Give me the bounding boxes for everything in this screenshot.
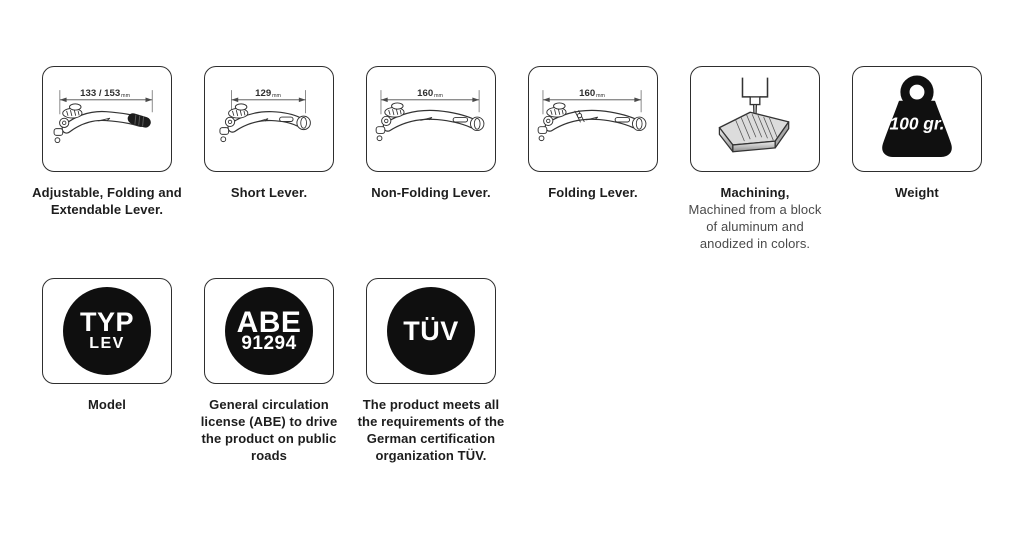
milling-machine-icon — [691, 68, 819, 170]
machining-caption-body: Machined from a block of aluminum and anodized in colors. — [688, 202, 822, 251]
model-card-frame — [42, 278, 172, 384]
feature-caption: Weight — [895, 185, 939, 200]
lever-non-folding-icon — [367, 68, 495, 170]
kettlebell-weight-icon — [853, 68, 981, 170]
dimension-unit: mm — [121, 92, 131, 99]
feature-caption: Adjustable, Folding and Extendable Lever. — [32, 185, 182, 217]
badge-line1: TYP — [79, 307, 134, 337]
lever-folding-icon — [529, 68, 657, 170]
feature-caption: Short Lever. — [230, 185, 308, 200]
folding-lever-card-frame — [528, 66, 658, 172]
badge-line1: TÜV — [403, 315, 459, 346]
svg-text:129mm — [255, 88, 281, 99]
feature-card-non-folding-lever — [350, 66, 512, 252]
adjustable-lever-card-frame — [42, 66, 172, 172]
feature-card-adjustable-lever — [26, 66, 188, 252]
badge-line2: LEV — [89, 335, 125, 352]
weight-badge-text: 100 gr. — [889, 113, 945, 134]
weight-card-frame — [852, 66, 982, 172]
features-row — [26, 66, 998, 252]
machining-caption-title: Machining, — [720, 185, 790, 200]
certifications-row — [26, 278, 512, 464]
abe-badge-icon — [225, 287, 313, 375]
abe-card-frame — [204, 278, 334, 384]
cert-caption: General circulation license (ABE) to drive the product on public roads — [200, 397, 338, 463]
lever-adjustable-extendable-icon — [43, 68, 171, 170]
tuv-badge-icon — [387, 287, 475, 375]
dimension-unit: mm — [434, 92, 443, 99]
svg-text:160mm — [417, 88, 443, 99]
cert-caption: Model — [87, 397, 127, 412]
cert-card-abe — [188, 278, 350, 464]
feature-caption: Folding Lever. — [548, 185, 638, 200]
dimension-unit: mm — [596, 92, 605, 99]
dimension-value: 160 — [579, 87, 596, 99]
feature-caption: Non-Folding Lever. — [371, 185, 491, 200]
typ-lev-badge-icon — [63, 287, 151, 375]
cert-card-model — [26, 278, 188, 464]
dimension-value: 129 — [255, 87, 272, 99]
feature-card-folding-lever — [512, 66, 674, 252]
non-folding-lever-card-frame — [366, 66, 496, 172]
feature-card-machining — [674, 66, 836, 252]
svg-text:133 / 153mm — [80, 88, 130, 99]
dimension-unit: mm — [272, 92, 281, 99]
feature-caption — [684, 184, 826, 252]
lever-short-icon — [205, 68, 333, 170]
cert-caption: The product meets all the requirements of the German certification organization TÜV. — [357, 397, 505, 463]
svg-text:160mm — [579, 88, 605, 99]
machining-card-frame — [690, 66, 820, 172]
tuv-card-frame — [366, 278, 496, 384]
cert-card-tuv — [350, 278, 512, 464]
feature-card-weight — [836, 66, 998, 252]
dimension-value: 160 — [417, 87, 434, 99]
feature-card-short-lever — [188, 66, 350, 252]
short-lever-card-frame — [204, 66, 334, 172]
dimension-value: 133 / 153 — [80, 87, 121, 99]
badge-line2: 91294 — [241, 332, 297, 354]
badge-line1: ABE — [236, 305, 302, 339]
